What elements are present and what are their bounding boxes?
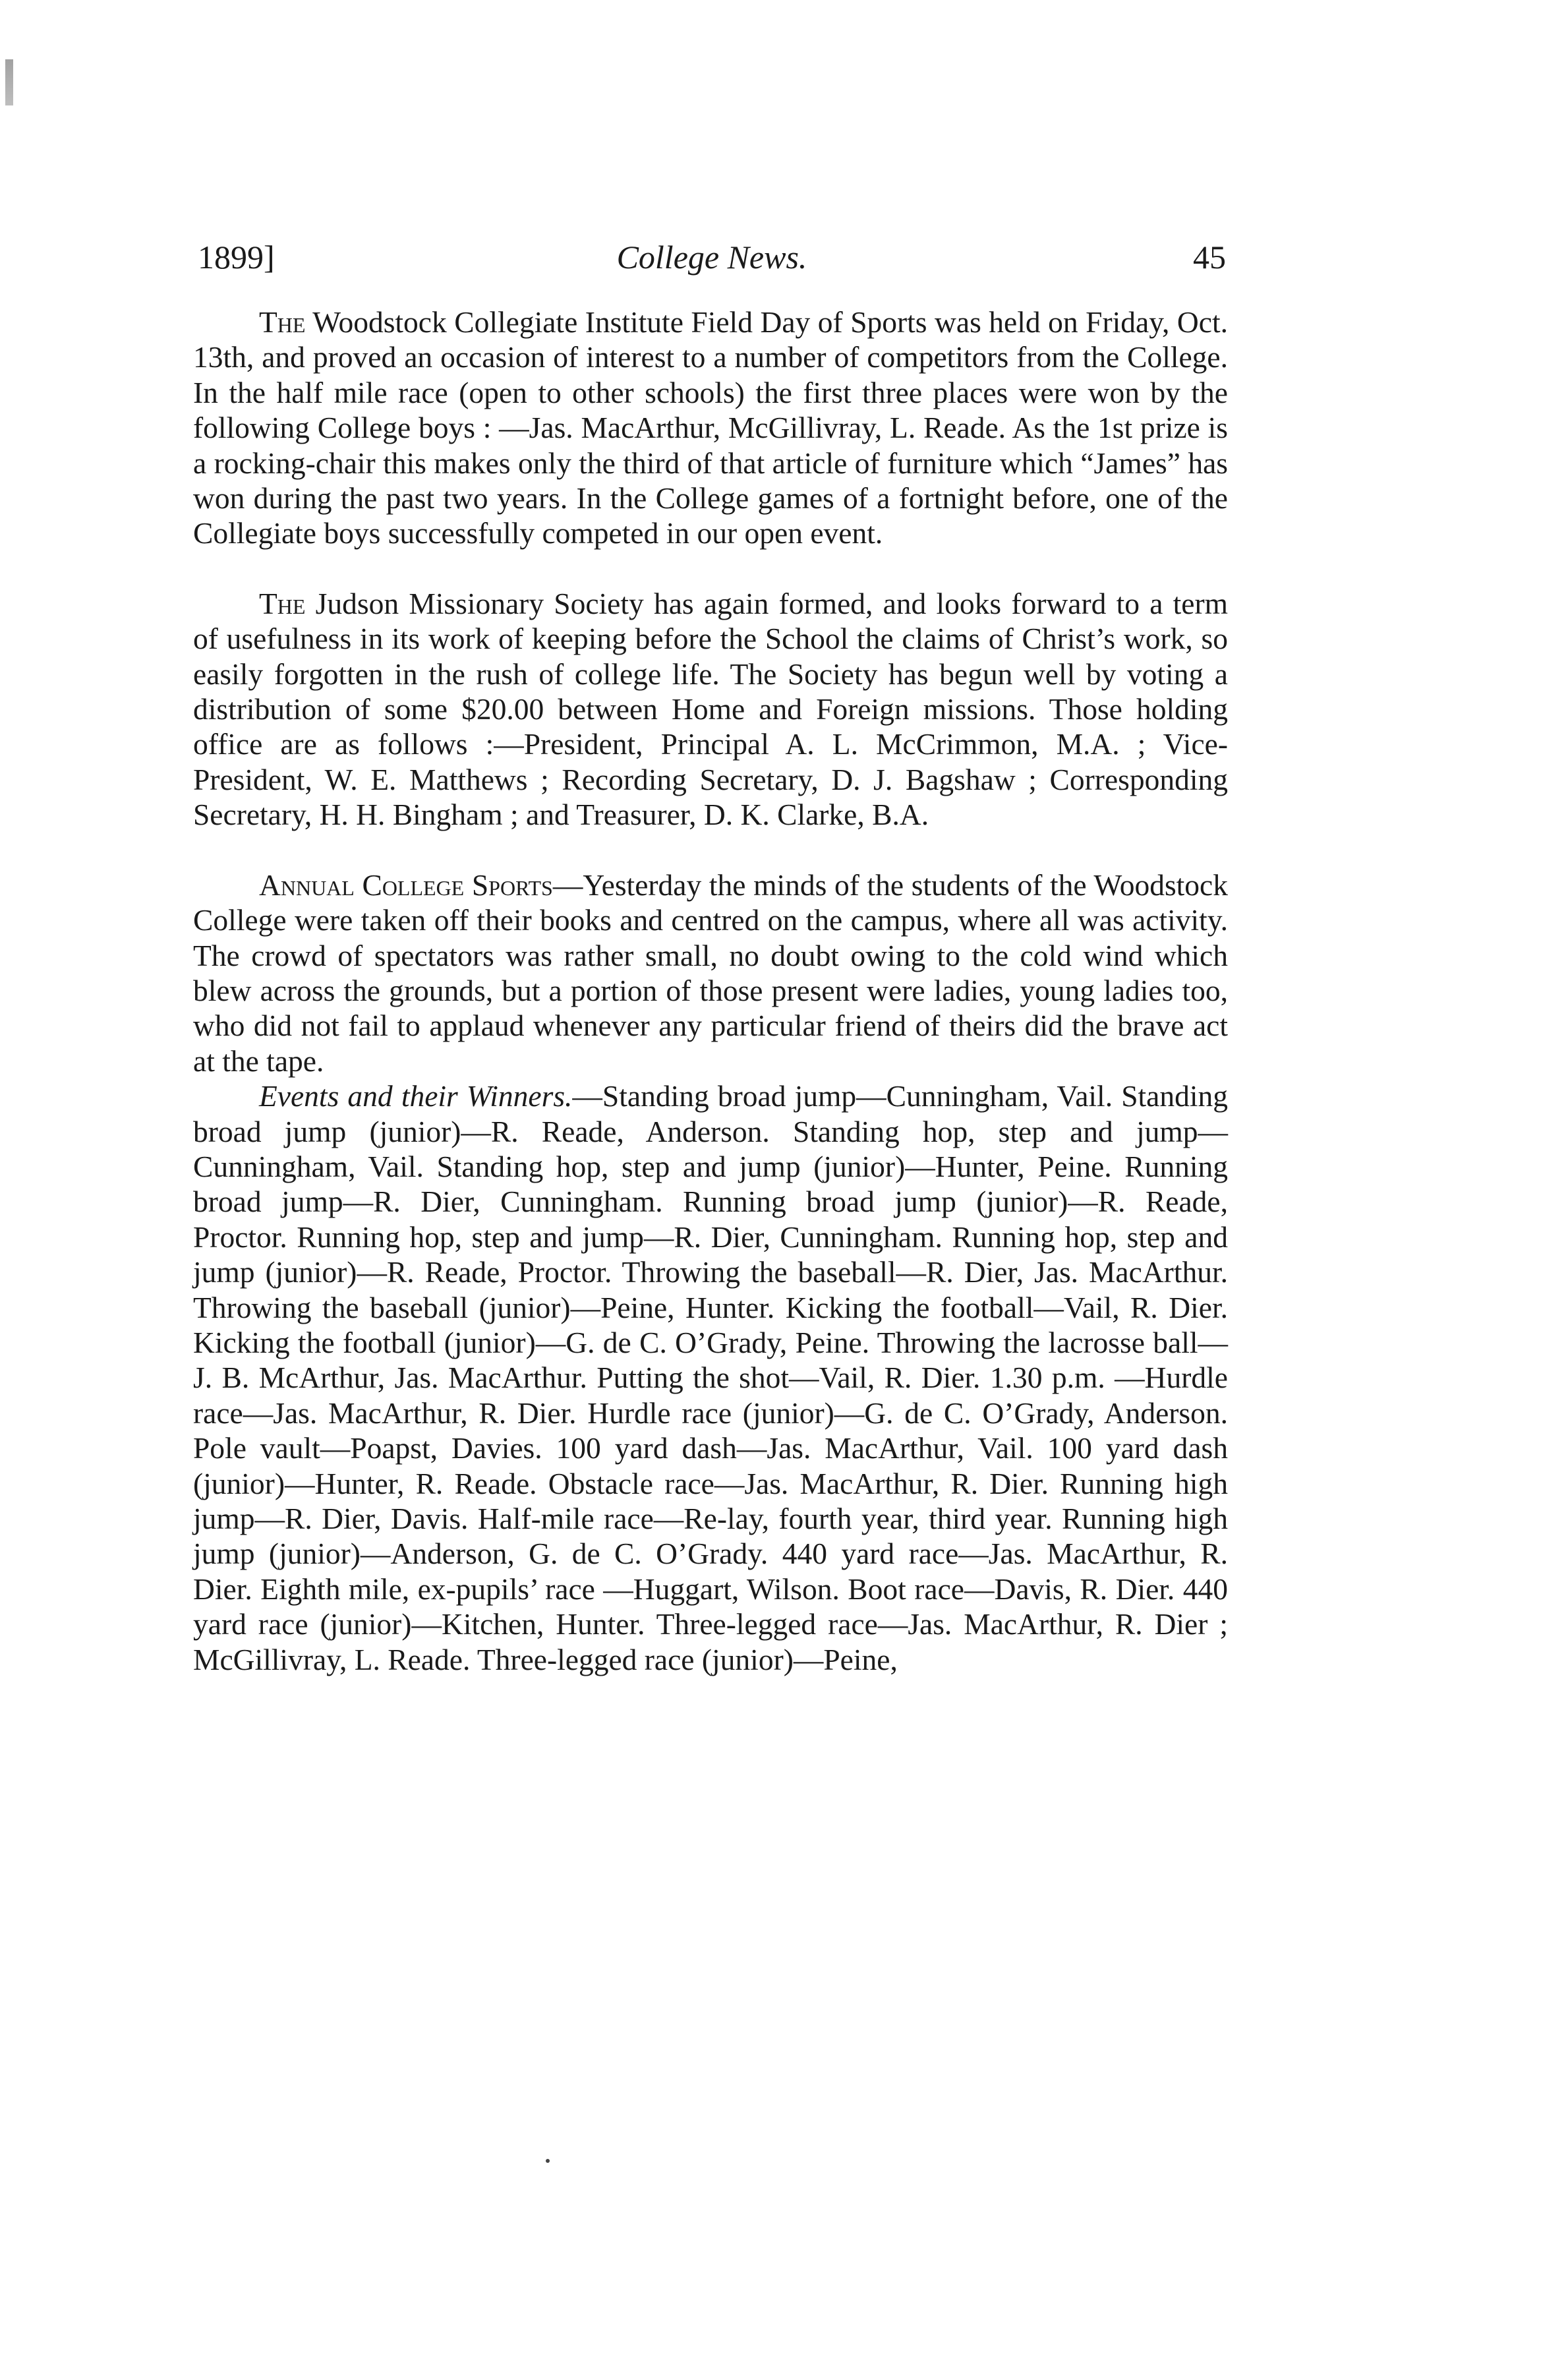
paragraph-lead: The bbox=[259, 305, 306, 339]
paragraph-field-day bbox=[193, 305, 1228, 551]
header-year: 1899] bbox=[198, 239, 275, 276]
paragraph-lead: Annual College Sports bbox=[259, 868, 553, 902]
paragraph-lead: The bbox=[259, 586, 306, 620]
paragraph-lead: Events and their Winners. bbox=[259, 1079, 573, 1113]
article-body bbox=[193, 305, 1228, 1677]
paragraph-text: —Standing broad jump—Cunningham, Vail. Standing broad jump (junior)—R. Reade, Anderson. Standing hop, step and jump—Cunningham, Vail. Standing hop, step and jump (junior)—Hunter, Peine. Running broad jump—R. Dier, Cunningham. Running broad jump (junior)—R. Reade, Proctor. Running hop, step and jump—R. Dier, Cunningham. Running hop, step and jump (junior)—R. Reade, Proctor. Throwing the baseball—R. Dier, Jas. MacArthur. Throwing the baseball (junior)—Peine, Hunter. Kicking the football—Vail, R. Dier. Kicking the football (junior)—G. de C. O’Grady, Peine. Throwing the lacrosse ball—J. B. McArthur, Jas. MacArthur. Putting the shot—Vail, R. Dier. 1.30 p.m. —Hurdle race—Jas. MacArthur, R. Dier. Hurdle race (junior)—G. de C. O’Grady, Anderson. Pole vault—Poapst, Davies. 100 yard dash—Jas. MacArthur, Vail. 100 yard dash (junior)—Hunter, R. Reade. Obstacle race—Jas. MacArthur, R. Dier. Running high jump—R. Dier, Davis. Half-mile race—Re-lay, fourth year, third year. Running high jump (junior)—Anderson, G. de C. O’Grady. 440 yard race—Jas. MacArthur, R. Dier. Eighth mile, ex-pupils’ race —Huggart, Wilson. Boot race—Davis, R. Dier. 440 yard race (junior)—Kitchen, Hunter. Three-legged race—Jas. MacArthur, R. Dier ; McGillivray, L. Reade. Three-legged race (junior)—Peine, bbox=[193, 1079, 1228, 1676]
paragraph-text: —Yesterday the minds of the students of the Woodstock College were taken off their books and centred on the campus, where all was activity. The crowd of spectators was rather small, no doubt owing to the cold wind which blew across the grounds, but a portion of those present were ladies, young ladies too, who did not fail to applaud whenever any particular friend of theirs did the brave act at the tape. bbox=[193, 868, 1228, 1078]
paragraph-judson-society bbox=[193, 586, 1228, 833]
scan-margin-mark bbox=[5, 59, 13, 105]
stray-dot bbox=[546, 2159, 550, 2163]
page-number: 45 bbox=[1193, 239, 1226, 276]
paragraph-events-winners bbox=[193, 1078, 1228, 1677]
page-header bbox=[198, 234, 1226, 280]
paragraph-text: Judson Missionary Society has again formed, and looks forward to a term of usefulness in its work of keeping before the School the claims of Christ’s work, so easily forgotten in the rush of college life. The Society has begun well by voting a distribution of some $20.00 between Home and Foreign missions. Those holding office are as follows :—President, Principal A. L. McCrimmon, M.A. ; Vice-President, W. E. Matthews ; Recording Secretary, D. J. Bagshaw ; Corresponding Secretary, H. H. Bingham ; and Treasurer, D. K. Clarke, B.A. bbox=[193, 586, 1228, 832]
paragraph-text: Woodstock Collegiate Institute Field Day of Sports was held on Friday, Oct. 13th, and proved an occasion of interest to a number of competitors from the College. In the half mile race (open to other schools) the first three places were won by the following College boys : —Jas. MacArthur, McGillivray, L. Reade. As the 1st prize is a rocking-chair this makes only the third of that article of furniture which “James” has won during the past two years. In the College games of a fortnight before, one of the Collegiate boys successfully competed in our open event. bbox=[193, 305, 1228, 550]
paragraph-annual-sports bbox=[193, 868, 1228, 1078]
running-title: College News. bbox=[616, 239, 807, 276]
